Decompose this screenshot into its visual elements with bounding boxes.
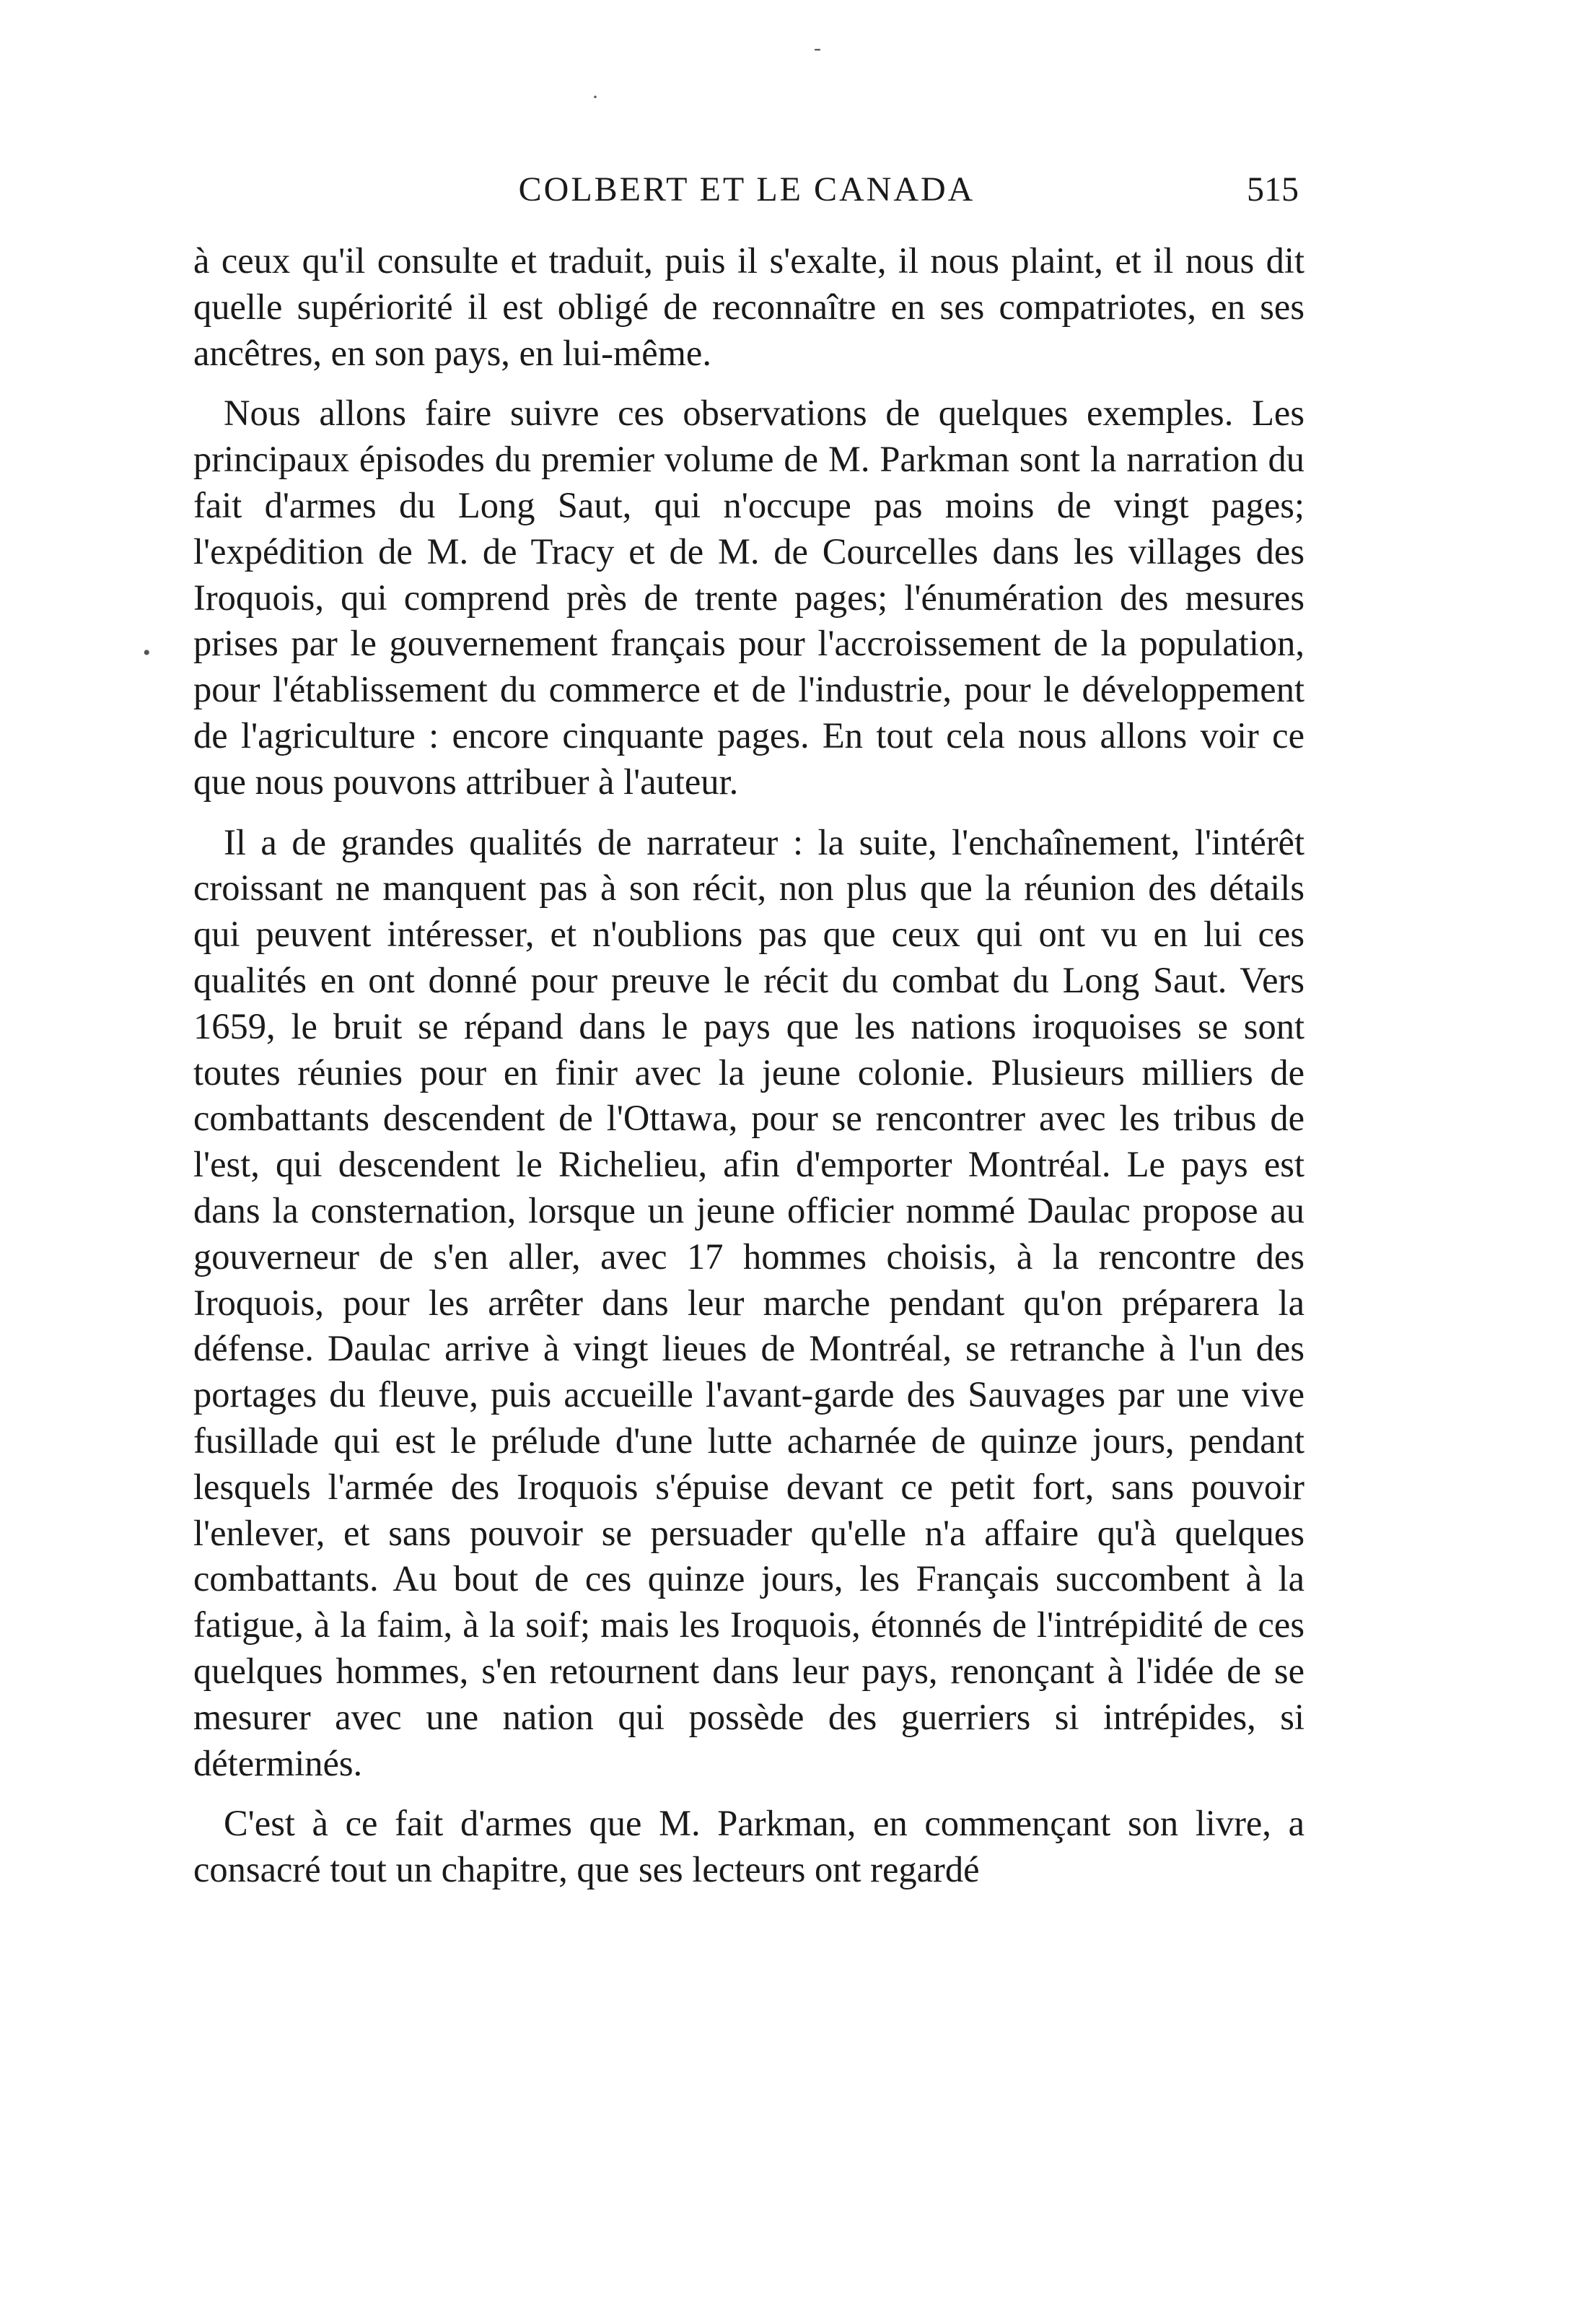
page-number: 515 (1247, 170, 1299, 209)
paragraph-closing: C'est à ce fait d'armes que M. Parkman, en commençant son livre, a consacré tout un chapitre, que ses lecteurs ont regardé (193, 1803, 1304, 1890)
running-title: COLBERT ET LE CANADA (518, 170, 975, 209)
paragraph-continuation: à ceux qu'il consulte et traduit, puis il s'exalte, il nous plaint, et il nous dit quelle supériorité il est obligé de reconnaître en ses compatriotes, en ses ancêtres, en son pays, en lui-même. (193, 240, 1304, 373)
margin-dot-mark: • (143, 641, 151, 665)
paragraph-long-saut: Il a de grandes qualités de narrateur : la suite, l'enchaînement, l'intérêt croissant ne manquent pas à son récit, non plus que la réunion des détails qui peuvent intéresser, et n'oublions pas que ceux qui ont vu en lui ces qualités en ont donné pour preuve le récit du combat du Long Saut. Vers 1659, le bruit se répand dans le pays que les nations iroquoises se sont toutes réunies pour en finir avec la jeune colonie. Plusieurs milliers de combattants descendent de l'Ottawa, pour se rencontrer avec les tribus de l'est, qui descendent le Richelieu, afin d'emporter Montréal. Le pays est dans la consternation, lorsque un jeune officier nommé Daulac propose au gouverneur de s'en aller, avec 17 hommes choisis, à la rencontre des Iroquois, pour les arrêter dans leur marche pendant qu'on préparera la défense. Daulac arrive à vingt lieues de Montréal, se retranche à l'un des portages du fleuve, puis accueille l'avant-garde des Sauvages par une vive fusillade qui est le prélude d'une lutte acharnée de quinze jours, pendant lesquels l'armée des Iroquois s'épuise devant ce petit fort, sans pouvoir l'enlever, et sans pouvoir se persuader qu'elle n'a affaire qu'à quelques combattants. Au bout de ces quinze jours, les Français succombent à la fatigue, à la faim, à la soif; mais les Iroquois, étonnés de l'intrépidité de ces quelques hommes, s'en retournent dans leur pays, renonçant à l'idée de se mesurer avec une nation qui possède des guerriers si intrépides, si déterminés. (193, 821, 1304, 1783)
paragraph-examples: Nous allons faire suivre ces observations de quelques exemples. Les principaux épisodes du premier volume de M. Parkman sont la narration du fait d'armes du Long Saut, qui n'occupe pas moins de vingt pages; l'expédition de M. de Tracy et de M. de Courcelles dans les villages des Iroquois, qui comprend près de trente pages; l'énumération des mesures prises par le gouvernement français pour l'accroissement de la population, pour l'établissement du commerce et de l'industrie, pour le développement de l'agriculture : encore cinquante pages. En tout cela nous allons voir ce que nous pouvons attribuer à l'auteur. (193, 393, 1304, 802)
running-head (195, 165, 1299, 215)
body-text (193, 238, 1304, 1893)
top-dash-mark: - (814, 36, 821, 60)
top-dot-mark: · (592, 85, 599, 109)
